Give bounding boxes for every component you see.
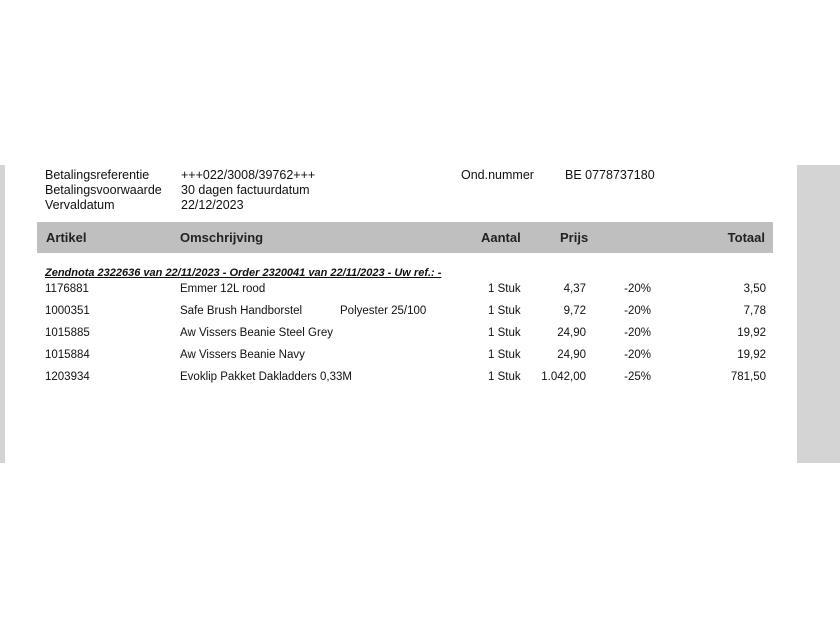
row-aantal: 1 Stuk [488,283,521,295]
row-totaal: 3,50 [743,283,766,295]
row-artikel: 1203934 [45,371,90,383]
table-row [0,325,840,341]
row-korting: -25% [624,371,651,383]
row-totaal: 781,50 [730,371,766,383]
delivery-note-title: Zendnota 2322636 van 22/11/2023 - Order 2320041 van 22/11/2023 - Uw ref.: - [45,267,442,279]
row-prijs: 1.042,00 [541,371,586,383]
due-date-value: 22/12/2023 [181,198,244,212]
row-artikel: 1015885 [45,327,90,339]
row-omschrijving: Safe Brush Handborstel [180,305,303,317]
row-totaal: 7,78 [743,305,766,317]
header-aantal: Aantal [481,230,521,245]
payment-info [45,168,381,213]
row-prijs: 4,37 [563,283,586,295]
payment-reference-row [45,168,381,183]
row-totaal: 19,92 [737,327,766,339]
header-prijs: Prijs [560,230,589,245]
company-number-value: BE 0778737180 [565,168,655,182]
row-prijs: 24,90 [557,327,586,339]
payment-terms-label: Betalingsvoorwaarde [45,183,162,197]
row-omschrijving: Emmer 12L rood [180,283,266,295]
row-korting: -20% [624,349,651,361]
row-artikel: 1000351 [45,305,90,317]
payment-terms-value: 30 dagen factuurdatum [181,183,310,197]
row-extra: Polyester 25/100 [340,305,427,317]
row-prijs: 9,72 [563,305,586,317]
due-date-label: Vervaldatum [45,198,115,212]
row-aantal: 1 Stuk [488,349,521,361]
payment-reference-label: Betalingsreferentie [45,168,150,182]
row-korting: -20% [624,327,651,339]
table-row [0,303,840,319]
row-totaal: 19,92 [737,349,766,361]
due-date-row [45,198,381,213]
table-row [0,369,840,385]
row-artikel: 1015884 [45,349,90,361]
header-omschrijving: Omschrijving [180,230,264,245]
payment-reference-value: +++022/3008/39762+++ [181,168,316,182]
table-row [0,347,840,363]
row-aantal: 1 Stuk [488,305,521,317]
row-omschrijving: Evoklip Pakket Dakladders 0,33M [180,371,352,383]
row-korting: -20% [624,283,651,295]
row-prijs: 24,90 [557,349,586,361]
row-korting: -20% [624,305,651,317]
table-row [0,281,840,297]
company-number-label: Ond.nummer [461,168,534,182]
payment-terms-row [45,183,381,198]
header-artikel: Artikel [46,230,87,245]
row-artikel: 1176881 [45,283,89,295]
row-omschrijving: Aw Vissers Beanie Steel Grey [180,327,333,339]
header-totaal: Totaal [727,230,765,245]
table-header [37,222,773,253]
row-aantal: 1 Stuk [488,327,521,339]
row-omschrijving: Aw Vissers Beanie Navy [180,349,305,361]
row-aantal: 1 Stuk [488,371,521,383]
